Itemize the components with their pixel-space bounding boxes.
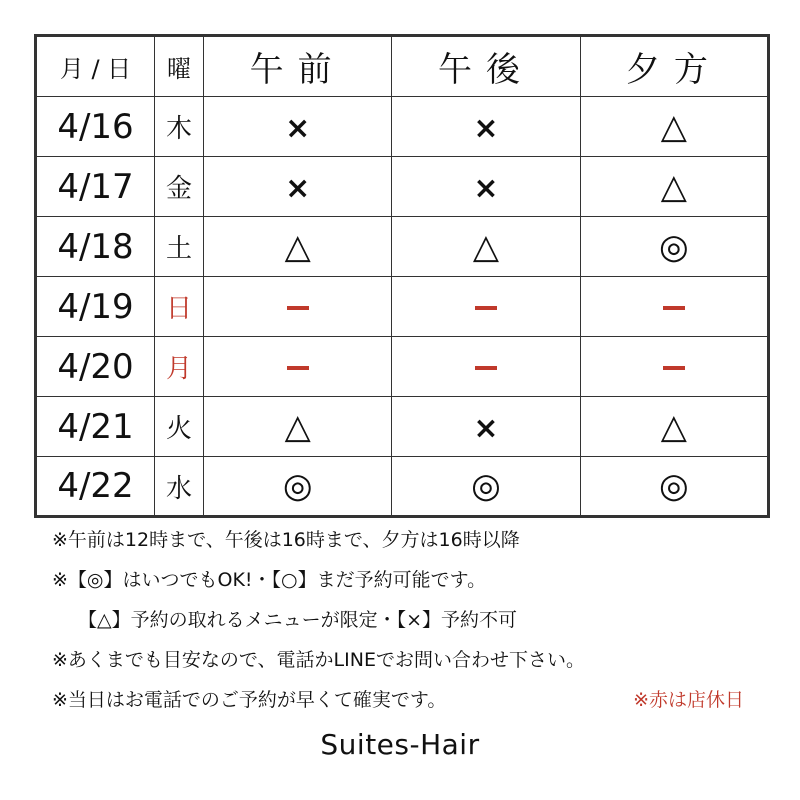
date-cell: 4/22 (36, 457, 155, 517)
evening-status-cell (580, 157, 768, 217)
table-row (36, 97, 769, 157)
morning-status-cell (204, 97, 392, 157)
available-mark: ◎ (471, 466, 501, 506)
available-mark: ◎ (658, 226, 689, 267)
morning-status-cell (204, 157, 392, 217)
closed-dash-mark (663, 306, 685, 310)
weekday-cell: 火 (155, 397, 204, 457)
limited-mark: △ (660, 406, 687, 447)
limited-mark: △ (660, 166, 687, 207)
note-same-day-text: ※当日はお電話でのご予約が早くて確実です。 (52, 689, 447, 711)
limited-mark: △ (284, 406, 311, 447)
afternoon-column-header: 午後 (392, 36, 580, 97)
limited-mark: △ (284, 226, 311, 267)
morning-status-cell (204, 277, 392, 337)
note-hours: ※午前は12時まで、午後は16時まで、夕方は16時以降 (52, 529, 520, 551)
table-header-row (36, 36, 769, 97)
afternoon-status-cell (392, 157, 580, 217)
unavailable-mark: × (473, 110, 499, 146)
weekday-cell: 日 (155, 277, 204, 337)
reservation-table (34, 34, 770, 518)
table-row (36, 457, 769, 517)
weekday-cell: 土 (155, 217, 204, 277)
afternoon-status-cell (392, 397, 580, 457)
table-body (36, 97, 769, 517)
afternoon-status-cell (392, 277, 580, 337)
unavailable-mark: × (473, 410, 499, 446)
available-mark: ◎ (282, 466, 313, 506)
closed-dash-mark (287, 366, 309, 370)
morning-column-header: 午前 (204, 36, 392, 97)
available-mark: ◎ (658, 466, 689, 506)
notes-section (52, 520, 772, 720)
table-row (36, 397, 769, 457)
evening-status-cell (580, 217, 768, 277)
morning-status-cell (204, 457, 392, 517)
evening-status-cell (580, 277, 768, 337)
date-cell: 4/20 (36, 337, 155, 397)
closed-dash-mark (475, 306, 497, 310)
limited-mark: △ (472, 226, 500, 267)
date-cell: 4/16 (36, 97, 155, 157)
date-cell: 4/17 (36, 157, 155, 217)
evening-status-cell (580, 337, 768, 397)
closed-dash-mark (663, 366, 685, 370)
morning-status-cell (204, 217, 392, 277)
limited-mark: △ (660, 106, 687, 147)
note-contact: ※あくまでも目安なので、電話かLINEでお問い合わせ下さい。 (52, 649, 585, 671)
note-same-day (52, 680, 772, 720)
afternoon-status-cell (392, 217, 580, 277)
closed-dash-mark (287, 306, 309, 310)
evening-status-cell (580, 457, 768, 517)
table-row (36, 217, 769, 277)
date-cell: 4/18 (36, 217, 155, 277)
morning-status-cell (204, 337, 392, 397)
closed-dash-mark (475, 366, 497, 370)
evening-status-cell (580, 97, 768, 157)
evening-column-header: 夕方 (580, 36, 768, 97)
unavailable-mark: × (285, 170, 311, 206)
date-cell: 4/21 (36, 397, 155, 457)
weekday-column-header: 曜 (155, 36, 204, 97)
table-row (36, 277, 769, 337)
note-legend-limited: 【△】予約の取れるメニューが限定・【×】予約不可 (78, 609, 518, 631)
afternoon-status-cell (392, 97, 580, 157)
weekday-cell: 金 (155, 157, 204, 217)
afternoon-status-cell (392, 337, 580, 397)
afternoon-status-cell (392, 457, 580, 517)
table-row (36, 337, 769, 397)
evening-status-cell (580, 397, 768, 457)
morning-status-cell (204, 397, 392, 457)
weekday-cell: 月 (155, 337, 204, 397)
date-column-header: 月 / 日 (36, 36, 155, 97)
unavailable-mark: × (473, 170, 499, 206)
closed-day-note: ※赤は店休日 (633, 689, 744, 711)
note-legend-available: ※【◎】はいつでもOK!・【○】まだ予約可能です。 (52, 569, 487, 591)
weekday-cell: 木 (155, 97, 204, 157)
weekday-cell: 水 (155, 457, 204, 517)
shop-name: Suites-Hair (320, 728, 480, 761)
table-row (36, 157, 769, 217)
date-cell: 4/19 (36, 277, 155, 337)
unavailable-mark: × (285, 110, 311, 146)
